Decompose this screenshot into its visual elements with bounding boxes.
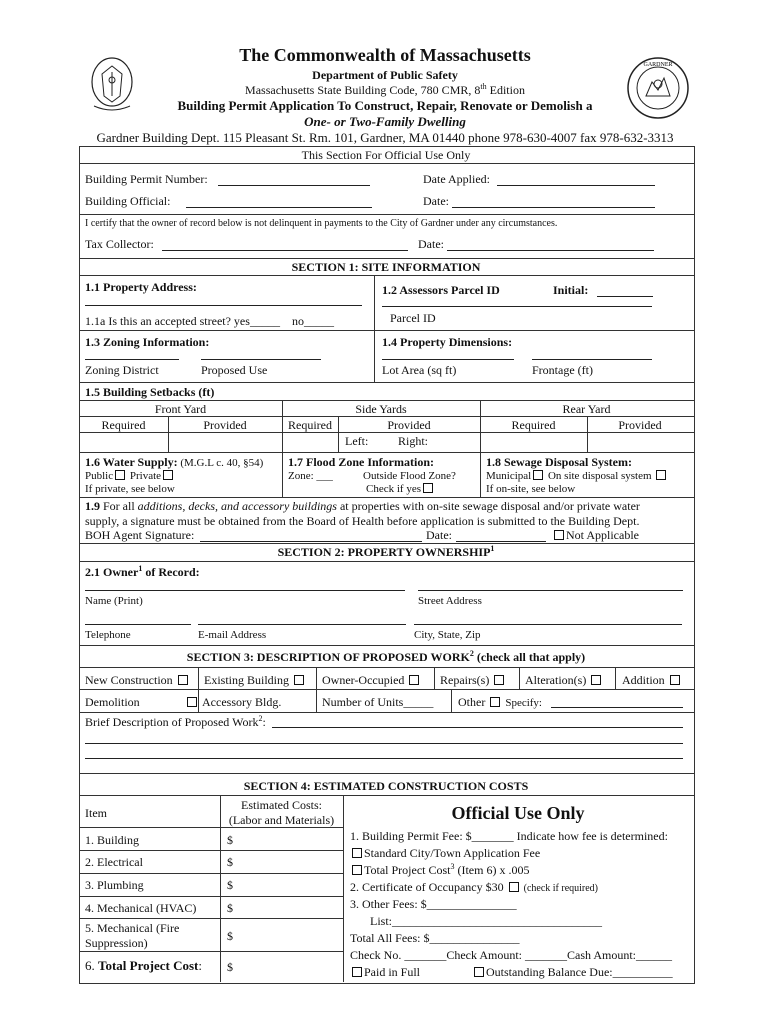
code-line: Massachusetts State Building Code, 780 CMR, 8th Edition <box>245 82 525 97</box>
boh-note-line2: supply, a signature must be obtained from the Board of Health before application is submitted to the Building Dept. <box>85 514 640 528</box>
page-title: The Commonwealth of Massachusetts <box>239 45 531 65</box>
existing-building-option[interactable]: Existing Building <box>204 673 306 687</box>
property-address-field[interactable] <box>85 305 362 306</box>
outside-flood-label: Outside Flood Zone? <box>363 470 456 482</box>
date-label: Date: <box>423 194 449 208</box>
lot-area-field[interactable] <box>382 359 514 360</box>
frontage-caption: Frontage (ft) <box>532 363 593 377</box>
other-fees[interactable]: 3. Other Fees: $_______________ <box>350 897 517 911</box>
total-project-cost-value[interactable]: $ <box>227 960 233 974</box>
building-official-label: Building Official: <box>85 194 171 208</box>
check-if-yes: Check if yes <box>366 482 435 496</box>
section2-title: SECTION 2: PROPERTY OWNERSHIP$^1$ <box>277 544 495 559</box>
water-supply-label: 1.6 Water Supply: (M.G.L c. 40, §54) <box>85 455 264 469</box>
section3-title: SECTION 3: DESCRIPTION OF PROPOSED WORK$^2$ (check all that apply) <box>186 649 586 664</box>
addition-option[interactable]: Addition <box>622 673 682 687</box>
not-applicable: Not Applicable <box>552 528 639 542</box>
repairs-checkbox[interactable] <box>494 675 504 685</box>
other-checkbox[interactable] <box>490 697 500 707</box>
accepted-street-label: 1.1a Is this an accepted street? yes_____ no_____ <box>85 314 334 328</box>
addition-checkbox[interactable] <box>670 675 680 685</box>
units-field[interactable]: Number of Units_____ <box>322 695 434 709</box>
building-permit-fee: 1. Building Permit Fee: $_______ Indicate how fee is determined: <box>350 829 668 843</box>
onsite-checkbox[interactable] <box>656 470 666 480</box>
tax-collector-label: Tax Collector: <box>85 237 154 251</box>
cost-value-electrical[interactable]: $ <box>227 855 233 869</box>
brief-description-line3[interactable] <box>85 758 683 759</box>
cost-item-hvac: 4. Mechanical (HVAC) <box>85 901 197 915</box>
building-official-field[interactable] <box>186 207 372 208</box>
water-public-private: Public Private <box>85 469 175 483</box>
owner-name-field[interactable] <box>85 590 405 591</box>
property-dims-label: 1.4 Property Dimensions: <box>382 335 513 349</box>
zoning-district-field[interactable] <box>85 359 179 360</box>
paid-in-full-checkbox[interactable] <box>352 967 362 977</box>
repairs-option[interactable]: Repairs(s) <box>440 673 506 687</box>
telephone-field[interactable] <box>85 624 191 625</box>
outstanding-checkbox[interactable] <box>474 967 484 977</box>
certify-statement: I certify that the owner of record below is not delinquent in payments to the City of Gardner under any circumstances. <box>85 218 558 229</box>
est-costs-header: Estimated Costs: <box>241 798 322 812</box>
city-state-zip-caption: City, State, Zip <box>414 629 481 641</box>
outstanding-balance: Outstanding Balance Due:__________ <box>472 965 673 979</box>
total-cost-fee-option: Total Project Cost$^3$ (Item 6) x .005 <box>350 863 529 877</box>
tax-collector-field[interactable] <box>162 250 408 251</box>
certificate-occupancy: 2. Certificate of Occupancy $30 (check if required) <box>350 880 599 894</box>
boh-note-line1: 1.9 For all additions, decks, and accessory buildings at properties with on-site sewage disposal and/or private water <box>85 499 640 513</box>
cost-item-building: 1. Building <box>85 833 140 847</box>
other-option[interactable]: Other Specify: <box>458 695 542 709</box>
total-all-fees[interactable]: Total All Fees: $_______________ <box>350 931 520 945</box>
date-applied-field[interactable] <box>497 185 655 186</box>
seal-text: GARDNER <box>643 62 673 68</box>
boh-date-field[interactable] <box>456 541 546 542</box>
dwelling-type: One- or Two-Family Dwelling <box>304 114 466 129</box>
cost-item-plumbing: 3. Plumbing <box>85 878 144 892</box>
name-print-caption: Name (Print) <box>85 595 143 607</box>
lot-area-caption: Lot Area (sq ft) <box>382 363 457 377</box>
flood-zone-label: 1.7 Flood Zone Information: <box>288 455 435 469</box>
existing-building-checkbox[interactable] <box>294 675 304 685</box>
cost-value-fire[interactable]: $ <box>227 929 233 943</box>
boh-signature-field[interactable] <box>200 541 422 542</box>
department: Department of Public Safety <box>312 68 458 82</box>
standard-fee-option: Standard City/Town Application Fee <box>350 846 540 860</box>
front-yard-header: Front Yard <box>154 402 207 416</box>
cost-value-building[interactable]: $ <box>227 833 233 847</box>
side-provided: Provided <box>387 418 431 432</box>
application-line: Building Permit Application To Construct, Repair, Renovate or Demolish a <box>177 98 593 113</box>
alterations-checkbox[interactable] <box>591 675 601 685</box>
tax-date-label: Date: <box>418 237 444 251</box>
fees-list[interactable]: List:___________________________________ <box>370 914 603 928</box>
total-project-cost-label: 6. Total Project Cost: <box>85 958 202 973</box>
boh-date-label: Date: <box>426 528 452 542</box>
cost-value-plumbing[interactable]: $ <box>227 878 233 892</box>
sewage-options: Municipal On site disposal system <box>486 469 668 483</box>
accessory-option[interactable]: Accessory Bldg. <box>185 695 281 709</box>
cost-item-fire: 5. Mechanical (Fire <box>85 921 180 935</box>
item-header: Item <box>85 806 107 820</box>
rear-yard-header: Rear Yard <box>562 402 611 416</box>
date-applied-label: Date Applied: <box>423 172 490 186</box>
parcel-id-caption: Parcel ID <box>390 311 436 325</box>
if-private-note: If private, see below <box>85 483 175 495</box>
dept-address: Gardner Building Dept. 115 Pleasant St. Rm. 101, Gardner, MA 01440 phone 978-630-4007 fax 978-632-3313 <box>96 130 674 145</box>
permit-number-field[interactable] <box>218 185 370 186</box>
city-state-zip-field[interactable] <box>414 624 682 625</box>
check-cash-amounts[interactable]: Check No. _______Check Amount: _______Cash Amount:______ <box>350 948 672 962</box>
official-use-only-title: Official Use Only <box>451 803 585 823</box>
section1-title: SECTION 1: SITE INFORMATION <box>291 260 481 274</box>
brief-description-label: Brief Description of Proposed Work$^2$: <box>85 714 266 729</box>
private-checkbox[interactable] <box>163 470 173 480</box>
email-caption: E-mail Address <box>198 629 267 641</box>
front-provided: Provided <box>203 418 247 432</box>
initial-label: Initial: <box>553 283 589 297</box>
cost-item-fire-2: Suppression) <box>85 936 148 950</box>
owner-occupied-checkbox[interactable] <box>409 675 419 685</box>
cert-occ-checkbox[interactable] <box>509 882 519 892</box>
public-checkbox[interactable] <box>115 470 125 480</box>
proposed-use-field[interactable] <box>201 359 321 360</box>
owner-occupied-option[interactable]: Owner-Occupied <box>322 673 421 687</box>
side-right-label: Right: <box>398 434 429 448</box>
side-required: Required <box>288 418 332 432</box>
street-address-caption: Street Address <box>418 595 482 607</box>
labor-materials-header: (Labor and Materials) <box>228 813 335 827</box>
accessory-checkbox[interactable] <box>187 697 197 707</box>
sewage-label: 1.8 Sewage Disposal System: <box>486 455 632 469</box>
setbacks-label: 1.5 Building Setbacks (ft) <box>85 385 215 399</box>
telephone-caption: Telephone <box>85 629 131 641</box>
if-onsite-note: If on-site, see below <box>486 483 576 495</box>
rear-required: Required <box>511 418 556 432</box>
proposed-use-caption: Proposed Use <box>201 363 268 377</box>
cost-value-hvac[interactable]: $ <box>227 901 233 915</box>
side-yards-header: Side Yards <box>355 402 407 416</box>
zone-field[interactable]: Zone: ___ <box>288 470 333 482</box>
brief-description-line2[interactable] <box>85 743 683 744</box>
paid-in-full-option: Paid in Full <box>350 965 420 979</box>
parcel-id-label: 1.2 Assessors Parcel ID <box>382 283 500 297</box>
zoning-district-caption: Zoning District <box>85 363 159 377</box>
boh-signature-label: BOH Agent Signature: <box>85 528 195 542</box>
property-address-label: 1.1 Property Address: <box>85 280 197 294</box>
municipal-checkbox[interactable] <box>533 470 543 480</box>
brief-description-line1[interactable] <box>272 727 683 728</box>
email-field[interactable] <box>198 624 406 625</box>
date-field[interactable] <box>452 207 655 208</box>
tax-date-field[interactable] <box>447 250 654 251</box>
side-left-label: Left: <box>345 434 369 448</box>
new-construction-checkbox[interactable] <box>178 675 188 685</box>
total-cost-fee-checkbox[interactable] <box>352 865 362 875</box>
flood-checkbox[interactable] <box>423 483 433 493</box>
owner-of-record-label: 2.1 Owner$^1$ of Record: <box>85 564 200 579</box>
front-required: Required <box>101 418 146 432</box>
standard-fee-checkbox[interactable] <box>352 848 362 858</box>
initial-field[interactable] <box>597 296 653 297</box>
demolition-option[interactable]: Demolition <box>85 695 199 709</box>
permit-number-label: Building Permit Number: <box>85 172 208 186</box>
frontage-field[interactable] <box>532 359 652 360</box>
parcel-id-field[interactable] <box>382 306 652 307</box>
new-construction-option[interactable]: New Construction <box>85 673 190 687</box>
zoning-info-label: 1.3 Zoning Information: <box>85 335 210 349</box>
cost-item-electrical: 2. Electrical <box>85 855 143 869</box>
rear-provided: Provided <box>618 418 662 432</box>
not-applicable-checkbox[interactable] <box>554 530 564 540</box>
alterations-option[interactable]: Alteration(s) <box>525 673 603 687</box>
official-use-header: This Section For Official Use Only <box>301 148 471 162</box>
owner-street-field[interactable] <box>418 590 683 591</box>
section4-title: SECTION 4: ESTIMATED CONSTRUCTION COSTS <box>243 779 529 793</box>
specify-field[interactable] <box>551 707 683 708</box>
